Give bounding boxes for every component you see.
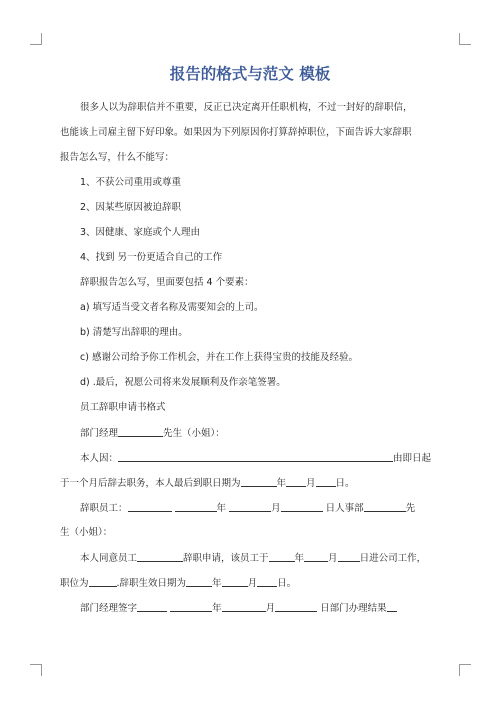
- form-text: 本人同意员工: [80, 553, 138, 564]
- blank-field[interactable]: [304, 551, 328, 562]
- blank-field[interactable]: [257, 576, 277, 587]
- form-line-1: [80, 426, 225, 441]
- form-text: 月: [306, 478, 316, 489]
- blank-field[interactable]: [241, 476, 277, 487]
- blank-field[interactable]: [281, 501, 323, 512]
- list-item: 2、因某些原因被迫辞职: [80, 202, 182, 213]
- form-text: .辞职生效日期为: [116, 578, 187, 589]
- blank-field[interactable]: [229, 501, 271, 512]
- blank-field[interactable]: [186, 576, 212, 587]
- list-item: d) .最后，祝愿公司将来发展顺利及作亲笔签署。: [80, 377, 286, 388]
- form-text: 日进公司工作，: [359, 553, 427, 564]
- form-text: 先生（小姐）：: [163, 428, 225, 439]
- blank-field[interactable]: [364, 501, 406, 512]
- blank-field[interactable]: [118, 426, 163, 437]
- form-line-8: [80, 601, 397, 616]
- form-text: 辞职申请，该员工于: [183, 553, 269, 564]
- form-text: 月: [265, 603, 276, 614]
- form-text: 月: [247, 578, 258, 589]
- form-text: 年: [276, 478, 287, 489]
- blank-field[interactable]: [316, 476, 336, 487]
- form-text: 于一个月后辞去职务，本人最后到职日期为: [60, 478, 241, 489]
- form-text: 日。: [277, 578, 297, 589]
- blank-field[interactable]: [118, 451, 393, 462]
- blank-field[interactable]: [175, 501, 217, 512]
- crop-mark-bottom-right: [459, 664, 471, 676]
- form-text: 月: [271, 503, 281, 514]
- intro-line-1: 很多人以为辞职信并不重要，反正已决定离开任职机构，不过一封好的辞职信，: [80, 102, 413, 113]
- form-text: 日。: [335, 478, 355, 489]
- intro-line-3: 报告怎么写，什么不能写：: [60, 152, 175, 163]
- intro-line-2: 也能该上司雇主留下好印象。如果因为下列原因你打算辞掉职位，下面告诉大家辞职: [60, 127, 412, 138]
- form-line-5: 生（小姐）：: [60, 527, 113, 538]
- form-text: 月: [328, 553, 338, 564]
- form-line-2: [80, 451, 431, 466]
- form-text: 由即日起: [393, 453, 432, 464]
- list-item: 3、因健康、家庭或个人理由: [80, 227, 201, 238]
- form-line-3: [60, 476, 355, 491]
- page-title: 报告的格式与范文 模板: [169, 65, 331, 83]
- form-text: 先: [405, 503, 416, 514]
- form-line-4: [80, 501, 415, 516]
- form-text: 职位为: [60, 578, 89, 589]
- list-item: 4、找到 另一份更适合自己的工作: [80, 252, 223, 263]
- blank-field[interactable]: [387, 601, 397, 612]
- crop-mark-top-left: [30, 33, 42, 45]
- form-text: 年: [212, 578, 222, 589]
- form-text: 本人因：: [80, 453, 119, 464]
- form-heading: 员工辞职申请书格式: [80, 402, 166, 413]
- crop-mark-top-right: [459, 33, 471, 45]
- blank-field[interactable]: [137, 601, 167, 612]
- blank-field[interactable]: [338, 551, 360, 562]
- form-text: 辞职员工：: [80, 503, 128, 514]
- list-item: 1、不获公司重用或尊重: [80, 177, 182, 188]
- crop-mark-bottom-left: [30, 664, 42, 676]
- blank-field[interactable]: [286, 476, 306, 487]
- form-text: 日人事部: [325, 503, 364, 514]
- elements-lead: 辞职报告怎么写，里面要包括 4 个要素：: [80, 277, 254, 288]
- list-item: c) 感谢公司给予你工作机会，并在工作上获得宝贵的技能及经验。: [80, 352, 358, 363]
- blank-field[interactable]: [275, 601, 317, 612]
- blank-field[interactable]: [137, 551, 183, 562]
- list-item: b) 清楚写出辞职的理由。: [80, 327, 188, 338]
- blank-field[interactable]: [222, 601, 266, 612]
- list-item: a) 填写适当受文者名称及需要知会的上司。: [80, 302, 264, 313]
- blank-field[interactable]: [128, 501, 172, 512]
- form-text: 年: [294, 553, 305, 564]
- blank-field[interactable]: [170, 601, 212, 612]
- form-line-6: [80, 551, 426, 566]
- form-text: 部门经理: [80, 428, 119, 439]
- form-text: 年: [216, 503, 227, 514]
- blank-field[interactable]: [222, 576, 248, 587]
- blank-field[interactable]: [89, 576, 117, 587]
- form-line-7: [60, 576, 296, 591]
- form-text: 年: [212, 603, 222, 614]
- blank-field[interactable]: [269, 551, 295, 562]
- form-text: 日部门办理结果: [320, 603, 387, 614]
- form-text: 部门经理签字: [80, 603, 138, 614]
